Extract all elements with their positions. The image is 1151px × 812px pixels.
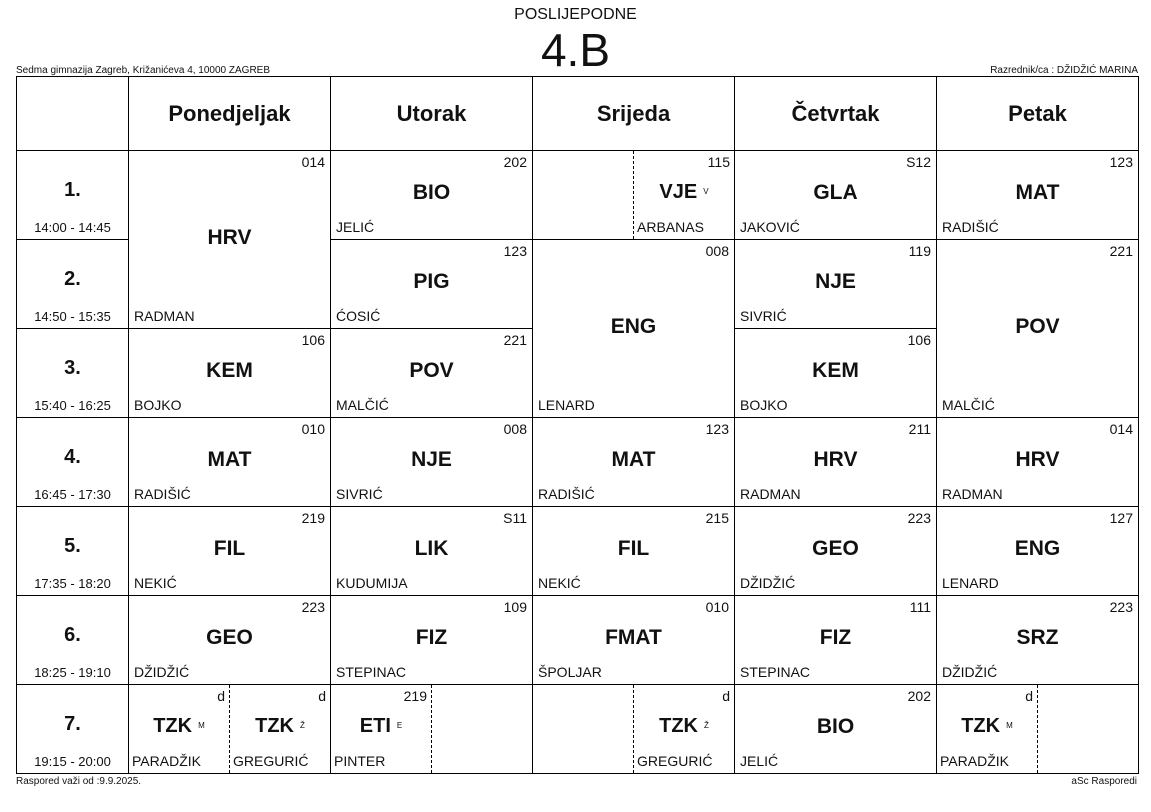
lesson-cell[interactable] (735, 418, 937, 507)
lesson-cell[interactable] (129, 596, 331, 685)
room: 223 (301, 599, 325, 615)
lesson-cell[interactable] (331, 151, 533, 240)
lesson-cell[interactable] (331, 329, 533, 418)
teacher: DŽIDŽIĆ (740, 575, 796, 591)
subject: TZK (153, 715, 193, 737)
period-number: 7. (64, 713, 81, 735)
room: 127 (1109, 510, 1133, 526)
subject: KEM (206, 359, 253, 382)
room: S12 (906, 154, 931, 170)
subject: FIZ (415, 626, 448, 649)
room: 106 (301, 332, 325, 348)
teacher: NEKIĆ (538, 575, 581, 591)
teacher: ŠPOLJAR (538, 664, 602, 680)
day-header-row (17, 77, 1139, 151)
lesson-cell[interactable] (735, 685, 937, 774)
period-row (17, 151, 1139, 240)
teacher: RADMAN (134, 308, 195, 324)
period-row (17, 685, 1139, 774)
subject: FIL (617, 537, 650, 560)
teacher: PINTER (334, 753, 386, 769)
teacher: DŽIDŽIĆ (942, 664, 998, 680)
lesson-half[interactable] (229, 685, 330, 773)
subject: GEO (206, 626, 253, 649)
teacher: DŽIDŽIĆ (134, 664, 190, 680)
lesson-cell[interactable] (937, 507, 1139, 596)
lesson-cell[interactable] (735, 507, 937, 596)
subject: BIO (412, 181, 451, 204)
period-time: 14:50 - 15:35 (34, 309, 111, 324)
teacher: ARBANAS (637, 219, 704, 235)
period-time: 14:00 - 14:45 (34, 220, 111, 235)
subject: POV (409, 359, 454, 382)
subject: ENG (610, 315, 657, 338)
period-time: 16:45 - 17:30 (34, 487, 111, 502)
class-title: 4.B (540, 24, 611, 76)
teacher: JAKOVIĆ (740, 219, 800, 235)
teacher: RADIŠIĆ (942, 219, 999, 235)
room: 106 (907, 332, 931, 348)
teacher: MALČIĆ (942, 397, 995, 413)
subject: MAT (1015, 181, 1060, 204)
room: 223 (1109, 599, 1133, 615)
day-header: Utorak (331, 77, 533, 151)
shift-label: POSLIJEPODNE (514, 6, 637, 23)
day-header: Ponedjeljak (129, 77, 331, 151)
lesson-cell[interactable] (937, 418, 1139, 507)
subject: FIZ (819, 626, 852, 649)
room: 202 (503, 154, 527, 170)
teacher: GREGURIĆ (637, 753, 713, 769)
lesson-cell[interactable] (533, 418, 735, 507)
subject: NJE (411, 448, 452, 471)
period-cell (17, 151, 129, 240)
empty-half (431, 685, 532, 773)
teacher: PARADŽIK (940, 753, 1009, 769)
subject: KEM (812, 359, 859, 382)
room: d (722, 688, 730, 704)
empty-half (533, 685, 633, 773)
teacher: RADIŠIĆ (134, 486, 191, 502)
period-number: 2. (64, 268, 81, 290)
teacher: JELIĆ (336, 219, 375, 235)
lesson-cell[interactable] (937, 240, 1139, 418)
period-number: 4. (64, 446, 81, 468)
subject: HRV (207, 226, 252, 249)
teacher: STEPINAC (336, 664, 407, 680)
lesson-cell[interactable] (533, 151, 735, 240)
group-mark: V (703, 187, 709, 196)
teacher: GREGURIĆ (233, 753, 309, 769)
lesson-cell[interactable] (735, 151, 937, 240)
subject: TZK (659, 715, 698, 737)
lesson-cell[interactable] (129, 418, 331, 507)
lesson-cell[interactable] (937, 151, 1139, 240)
period-number: 1. (64, 179, 81, 201)
lesson-half[interactable] (331, 685, 431, 773)
lesson-half[interactable] (633, 151, 734, 239)
lesson-cell[interactable] (533, 507, 735, 596)
group-mark: M (198, 721, 205, 730)
room: 014 (1109, 421, 1133, 437)
day-header: Petak (937, 77, 1139, 151)
group-mark: Ž (300, 721, 305, 730)
period-time: 19:15 - 20:00 (34, 754, 111, 769)
room: 109 (503, 599, 527, 615)
lesson-cell[interactable] (735, 329, 937, 418)
room: 219 (403, 688, 427, 704)
school-address: Sedma gimnazija Zagreb, Križanićeva 4, 10000 ZAGREB (16, 65, 271, 76)
room: 008 (503, 421, 527, 437)
subject: HRV (1015, 448, 1060, 471)
homeroom-teacher: Razrednik/ca : DŽIDŽIĆ MARINA (990, 65, 1138, 76)
teacher: LENARD (538, 397, 595, 413)
lesson-cell[interactable] (129, 507, 331, 596)
subject: PIG (413, 270, 450, 293)
subject: GLA (813, 181, 858, 204)
room: 010 (301, 421, 325, 437)
empty-half (533, 151, 633, 239)
room: 123 (705, 421, 729, 437)
period-row (17, 418, 1139, 507)
period-cell (17, 507, 129, 596)
period-cell (17, 418, 129, 507)
room: 223 (907, 510, 931, 526)
group-mark: M (1006, 721, 1013, 730)
lesson-cell[interactable] (937, 685, 1139, 774)
teacher: RADIŠIĆ (538, 486, 595, 502)
subject: TZK (255, 715, 294, 737)
subject: TZK (961, 715, 1001, 737)
room: 008 (705, 243, 729, 259)
teacher: RADMAN (740, 486, 801, 502)
period-number: 6. (64, 624, 81, 646)
subject: FIL (213, 537, 246, 560)
timetable (16, 76, 1139, 774)
lesson-cell[interactable] (735, 240, 937, 329)
subject: SRZ (1016, 626, 1059, 649)
teacher: RADMAN (942, 486, 1003, 502)
teacher: ĆOSIĆ (336, 308, 381, 324)
room: d (318, 688, 326, 704)
subject: ENG (1014, 537, 1061, 560)
teacher: BOJKO (134, 397, 182, 413)
subject: HRV (813, 448, 858, 471)
subject: VJE (659, 181, 698, 203)
period-time: 15:40 - 16:25 (34, 398, 111, 413)
teacher: PARADŽIK (132, 753, 201, 769)
subject: ETI (359, 715, 391, 737)
subject: BIO (816, 715, 855, 738)
lesson-cell[interactable] (331, 507, 533, 596)
lesson-half[interactable] (129, 685, 229, 773)
lesson-cell[interactable] (331, 418, 533, 507)
period-time: 17:35 - 18:20 (34, 576, 111, 591)
software-credit: aSc Rasporedi (1071, 776, 1137, 787)
lesson-cell[interactable] (533, 240, 735, 418)
room: 014 (301, 154, 325, 170)
subject: MAT (611, 448, 656, 471)
period-cell (17, 685, 129, 774)
period-number: 5. (64, 535, 81, 557)
room: 211 (908, 421, 931, 437)
period-time: 18:25 - 19:10 (34, 665, 111, 680)
lesson-half[interactable] (937, 685, 1037, 773)
room: 111 (909, 599, 931, 615)
period-cell (17, 240, 129, 329)
lesson-half[interactable] (633, 685, 734, 773)
room: S11 (503, 510, 527, 526)
period-cell (17, 596, 129, 685)
teacher: LENARD (942, 575, 999, 591)
corner-cell (17, 77, 129, 151)
teacher: SIVRIĆ (336, 486, 383, 502)
teacher: JELIĆ (740, 753, 779, 769)
room: 123 (1109, 154, 1133, 170)
lesson-cell[interactable] (735, 596, 937, 685)
room: 215 (705, 510, 729, 526)
subject: GEO (812, 537, 859, 560)
room: 119 (908, 243, 931, 259)
lesson-cell[interactable] (129, 151, 331, 329)
lesson-cell[interactable] (129, 329, 331, 418)
subject: FMAT (605, 626, 662, 649)
lesson-cell[interactable] (937, 596, 1139, 685)
lesson-cell[interactable] (331, 240, 533, 329)
period-number: 3. (64, 357, 81, 379)
empty-half (1037, 685, 1138, 773)
lesson-cell[interactable] (533, 596, 735, 685)
lesson-cell[interactable] (129, 685, 331, 774)
teacher: KUDUMIJA (336, 575, 408, 591)
room: 123 (503, 243, 527, 259)
valid-from: Raspored važi od :9.9.2025. (16, 776, 142, 787)
teacher: STEPINAC (740, 664, 811, 680)
teacher: SIVRIĆ (740, 308, 787, 324)
lesson-cell[interactable] (331, 685, 533, 774)
group-mark: E (396, 721, 403, 730)
room: 221 (1109, 243, 1133, 259)
room: d (1025, 688, 1033, 704)
lesson-cell[interactable] (331, 596, 533, 685)
room: 221 (503, 332, 527, 348)
teacher: NEKIĆ (134, 575, 177, 591)
room: d (217, 688, 225, 704)
room: 219 (301, 510, 325, 526)
subject: LIK (414, 537, 449, 560)
day-header: Srijeda (533, 77, 735, 151)
room: 202 (907, 688, 931, 704)
group-mark: Ž (704, 721, 709, 730)
room: 010 (705, 599, 729, 615)
lesson-cell[interactable] (533, 685, 735, 774)
teacher: BOJKO (740, 397, 788, 413)
period-row (17, 507, 1139, 596)
room: 115 (707, 154, 730, 170)
subject: NJE (815, 270, 856, 293)
period-row (17, 596, 1139, 685)
subject: MAT (207, 448, 252, 471)
teacher: MALČIĆ (336, 397, 389, 413)
day-header: Četvrtak (735, 77, 937, 151)
subject: POV (1015, 315, 1060, 338)
period-cell (17, 329, 129, 418)
